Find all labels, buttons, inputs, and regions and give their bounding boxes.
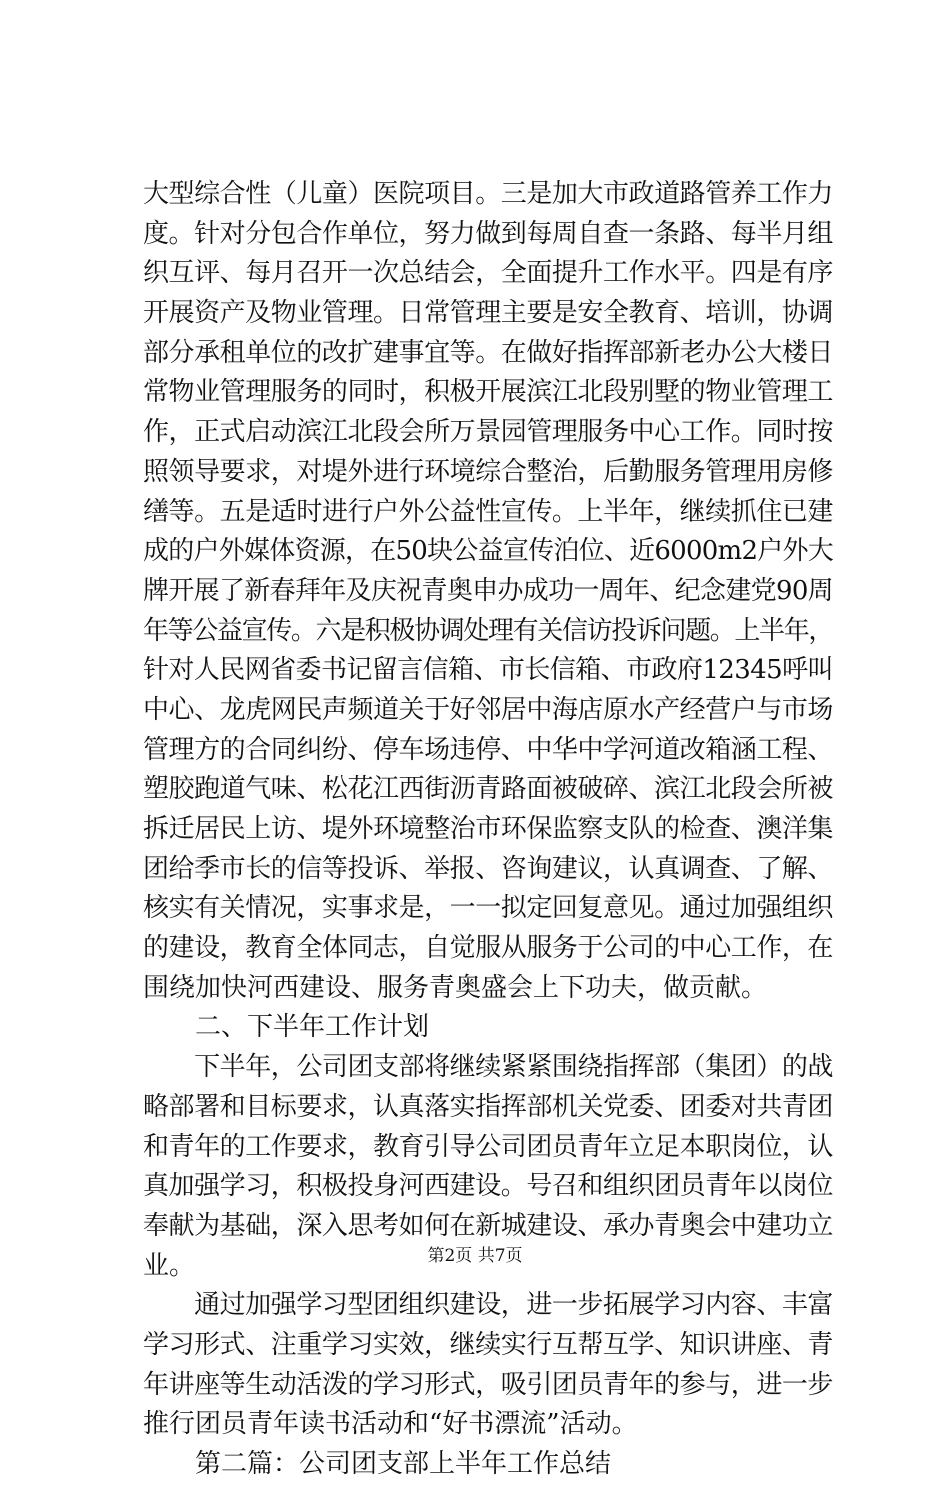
document-body	[143, 175, 833, 1485]
text-line: 略部署和目标要求，认真落实指挥部机关党委、团委对共青团	[143, 1091, 833, 1122]
text-line: 和青年的工作要求，教育引导公司团员青年立足本职岗位，认	[143, 1131, 833, 1162]
text-line: 作，正式启动滨江北段会所万景园管理服务中心工作。同时按	[143, 417, 833, 448]
text-line: 业。	[143, 1250, 196, 1281]
text-line: 的建设，教育全体同志，自觉服从服务于公司的中心工作，在	[143, 933, 833, 964]
text-line: 成的户外媒体资源，在50块公益宣传泊位、近6000m2户外大	[143, 536, 833, 567]
text-line: 中心、龙虎网民声频道关于好邻居中海店原水产经营户与市场	[143, 694, 833, 725]
text-line: 围绕加快河西建设、服务青奥盛会上下功夫，做贡献。	[143, 972, 768, 1003]
text-line: 二、下半年工作计划	[143, 1012, 430, 1043]
text-line: 照领导要求，对堤外进行环境综合整治，后勤服务管理用房修	[143, 456, 833, 487]
text-line: 学习形式、注重学习实效，继续实行互帮互学、知识讲座、青	[143, 1329, 833, 1360]
text-line: 塑胶跑道气味、松花江西街沥青路面被破碎、滨江北段会所被	[143, 774, 833, 805]
text-line: 度。针对分包合作单位，努力做到每周自查一条路、每半月组	[143, 218, 833, 249]
text-line: 推行团员青年读书活动和“好书漂流”活动。	[143, 1409, 638, 1440]
text-line: 奉献为基础，深入思考如何在新城建设、承办青奥会中建功立	[143, 1210, 833, 1241]
text-line: 团给季市长的信等投诉、举报、咨询建议，认真调查、了解、	[143, 853, 833, 884]
text-line: 下半年，公司团支部将继续紧紧围绕指挥部（集团）的战	[143, 1052, 833, 1083]
text-line: 第二篇：公司团支部上半年工作总结	[143, 1449, 612, 1479]
text-line: 大型综合性（儿童）医院项目。三是加大市政道路管养工作力	[143, 179, 833, 209]
page-footer: 第2页 共7页	[427, 1246, 523, 1266]
text-line: 拆迁居民上访、堤外环境整治市环保监察支队的检查、澳洋集	[143, 814, 833, 844]
text-line: 通过加强学习型团组织建设，进一步拓展学习内容、丰富	[143, 1290, 833, 1321]
text-line: 年讲座等生动活泼的学习形式，吸引团员青年的参与，进一步	[143, 1369, 833, 1400]
text-line: 牌开展了新春拜年及庆祝青奥申办成功一周年、纪念建党90周	[143, 575, 833, 606]
text-line: 针对人民网省委书记留言信箱、市长信箱、市政府12345呼叫	[143, 655, 833, 686]
text-line: 织互评、每月召开一次总结会，全面提升工作水平。四是有序	[143, 258, 833, 289]
text-line: 真加强学习，积极投身河西建设。号召和组织团员青年以岗位	[143, 1171, 833, 1202]
text-line: 管理方的合同纠纷、停车场违停、中华中学河道改箱涵工程、	[143, 734, 833, 765]
text-line: 核实有关情况，实事求是，一一拟定回复意见。通过加强组织	[143, 893, 833, 924]
text-line: 常物业管理服务的同时，积极开展滨江北段别墅的物业管理工	[143, 377, 833, 408]
text-line: 年等公益宣传。六是积极协调处理有关信访投诉问题。上半年，	[143, 615, 833, 646]
text-line: 开展资产及物业管理。日常管理主要是安全教育、培训，协调	[143, 298, 833, 329]
text-line: 部分承租单位的改扩建事宜等。在做好指挥部新老办公大楼日	[143, 337, 833, 368]
text-line: 缮等。五是适时进行户外公益性宣传。上半年，继续抓住已建	[143, 496, 833, 527]
